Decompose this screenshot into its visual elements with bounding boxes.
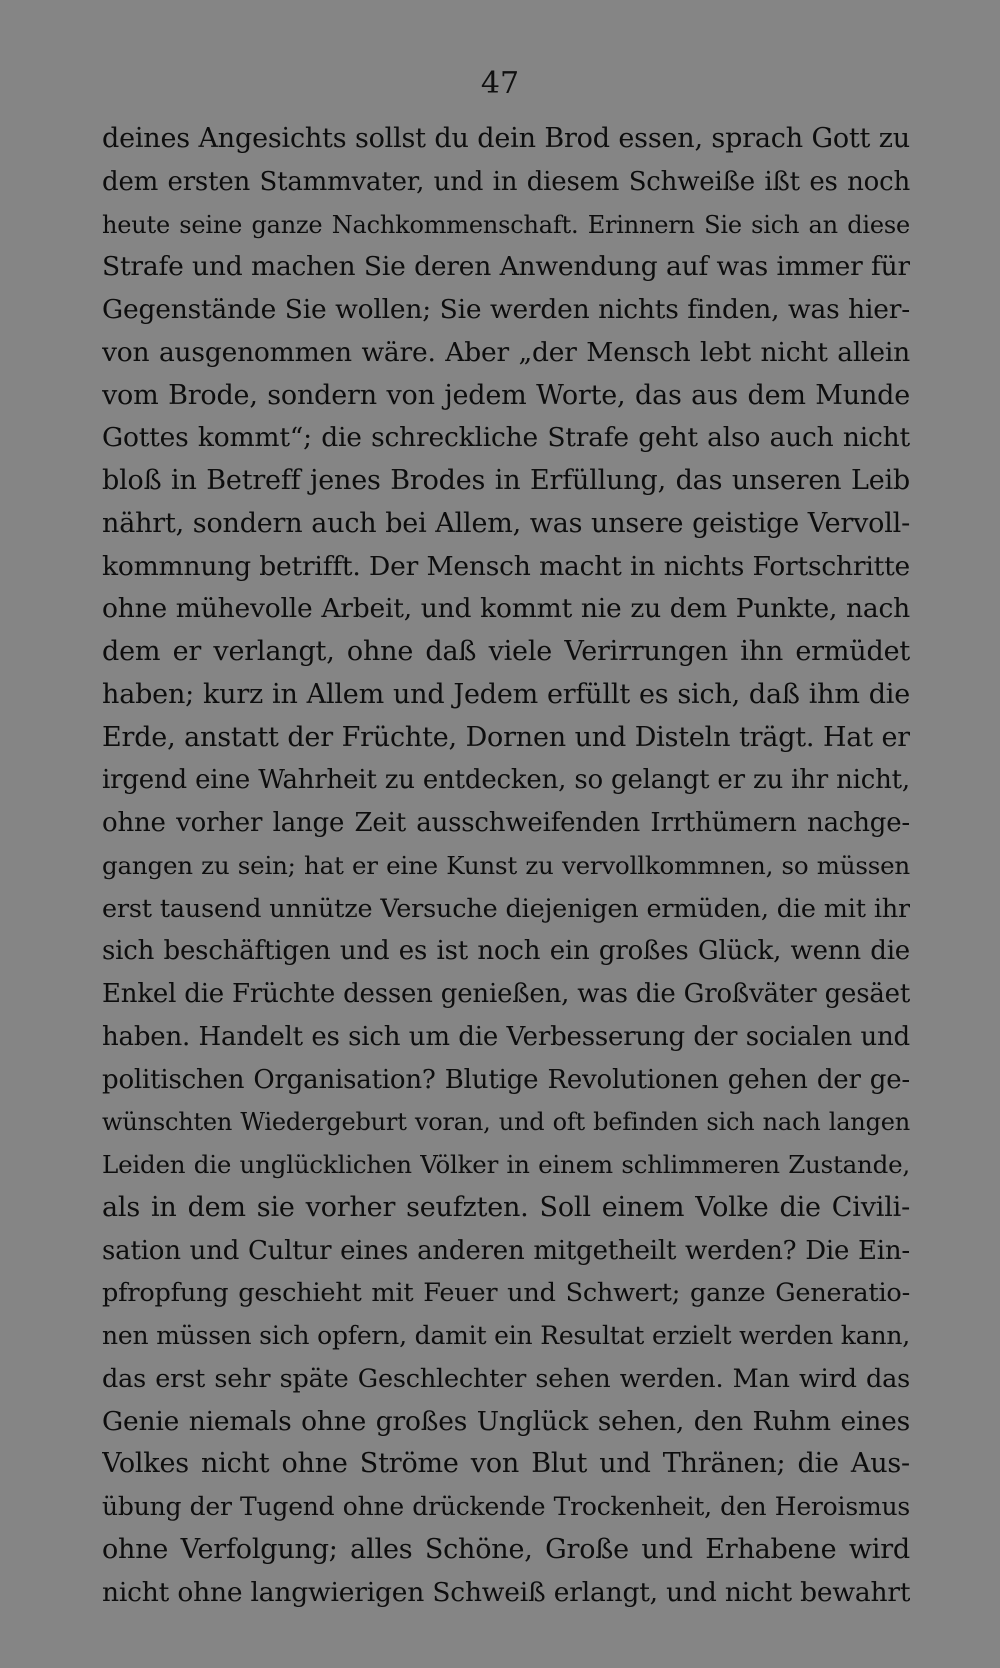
text-line: dem er verlangt, ohne daß viele Verirrungen ihn ermüdet <box>102 636 910 667</box>
text-line: nen müssen sich opfern, damit ein Resultat erzielt werden kann, <box>102 1321 910 1350</box>
text-line: das erst sehr späte Geschlechter sehen werden. Man wird das <box>102 1363 910 1394</box>
text-line: Leiden die unglücklichen Völker in einem schlimmeren Zustande, <box>102 1150 910 1179</box>
text-line: irgend eine Wahrheit zu entdecken, so gelangt er zu ihr nicht, <box>102 765 910 796</box>
text-line: Erde, anstatt der Früchte, Dornen und Disteln trägt. Hat er <box>102 721 910 753</box>
text-line: Genie niemals ohne großes Unglück sehen, den Ruhm eines <box>102 1405 910 1437</box>
text-line: erst tausend unnütze Versuche diejenigen ermüden, die mit ihr <box>102 893 910 924</box>
text-line: gangen zu sein; hat er eine Kunst zu vervollkommnen, so müssen <box>102 850 910 880</box>
text-line: haben. Handelt es sich um die Verbesserung der socialen und <box>102 1021 910 1052</box>
text-line: pfropfung geschieht mit Feuer und Schwert; ganze Generatio- <box>102 1278 910 1309</box>
text-line: ohne Verfolgung; alles Schöne, Große und Erhabene wird <box>102 1533 910 1565</box>
text-line: bloß in Betreff jenes Brodes in Erfüllung, das unseren Leib <box>102 465 910 496</box>
page-number: 47 <box>480 66 520 101</box>
text-line: von ausgenommen wäre. Aber „der Mensch lebt nicht allein <box>102 336 910 368</box>
text-line: Enkel die Früchte dessen genießen, was die Großväter gesäet <box>102 979 910 1009</box>
text-line: Gegenstände Sie wollen; Sie werden nichts finden, was hier- <box>102 294 910 325</box>
body-text <box>102 118 910 1614</box>
text-line: nicht ohne langwierigen Schweiß erlangt, und nicht bewahrt <box>102 1576 910 1608</box>
text-line: Gottes kommt“; die schreckliche Strafe geht also auch nicht <box>102 422 910 454</box>
text-line: dem ersten Stammvater, und in diesem Schweiße ißt es noch <box>102 166 910 197</box>
text-line: haben; kurz in Allem und Jedem erfüllt es sich, daß ihm die <box>102 678 910 710</box>
text-line: übung der Tugend ohne drückende Trockenheit, den Heroismus <box>102 1492 910 1521</box>
text-line: Strafe und machen Sie deren Anwendung auf was immer für <box>102 251 910 283</box>
text-line: Volkes nicht ohne Ströme von Blut und Thränen; die Aus- <box>102 1448 910 1480</box>
text-line: kommnung betrifft. Der Mensch macht in nichts Fortschritte <box>102 550 910 582</box>
text-line: heute seine ganze Nachkommenschaft. Erinnern Sie sich an diese <box>102 210 910 239</box>
text-line: wünschten Wiedergeburt voran, und oft befinden sich nach langen <box>102 1108 910 1137</box>
text-line: ohne mühevolle Arbeit, und kommt nie zu dem Punkte, nach <box>102 593 910 625</box>
text-line: sation und Cultur eines anderen mitgetheilt werden? Die Ein- <box>102 1235 910 1266</box>
text-line: nährt, sondern auch bei Allem, was unsere geistige Vervoll- <box>102 507 910 539</box>
text-line: vom Brode, sondern von jedem Worte, das aus dem Munde <box>102 379 910 411</box>
text-line: als in dem sie vorher seufzten. Soll einem Volke die Civili- <box>102 1191 910 1223</box>
text-line: deines Angesichts sollst du dein Brod essen, sprach Gott zu <box>102 123 910 154</box>
text-line: sich beschäftigen und es ist noch ein großes Glück, wenn die <box>102 936 910 967</box>
text-line: politischen Organisation? Blutige Revolutionen gehen der ge- <box>102 1064 910 1095</box>
text-line: ohne vorher lange Zeit ausschweifenden Irrthümern nachge- <box>102 808 910 838</box>
